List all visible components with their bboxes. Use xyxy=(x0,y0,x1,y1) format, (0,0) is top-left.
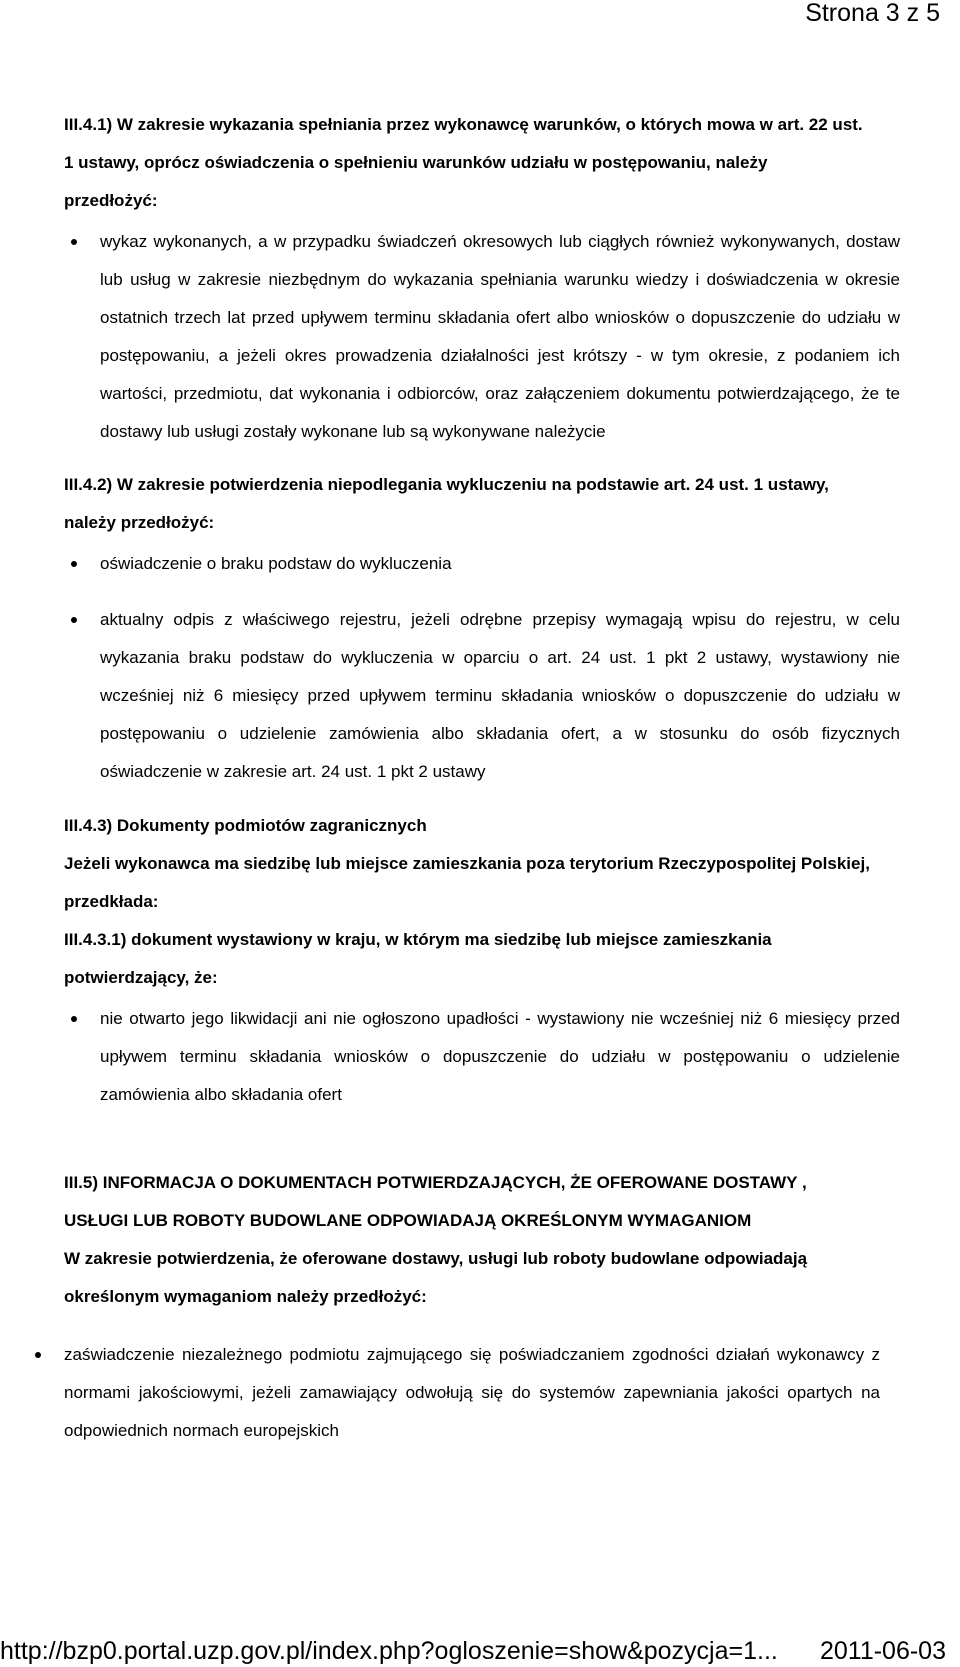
section-sub-iii-4-3-1: III.4.3.1) dokument wystawiony w kraju, w którym ma siedzibę lub miejsce zamieszkania potwierdzający, że: xyxy=(64,930,772,987)
section-list-iii-4-3-1 xyxy=(64,1000,900,1114)
section-list-iii-4-2 xyxy=(64,545,900,791)
section-intro-iii-4-2: III.4.2) W zakresie potwierdzenia niepodlegania wykluczeniu na podstawie art. 24 ust. 1 ustawy, należy przedłożyć: xyxy=(64,475,829,532)
section-intro-iii-4-1: III.4.1) W zakresie wykazania spełniania przez wykonawcę warunków, o których mowa w art. 22 ust. 1 ustawy, oprócz oświadczenia o spełnieniu warunków udziału w postępowaniu, należy przedłożyć: xyxy=(64,115,863,210)
list-item: wykaz wykonanych, a w przypadku świadczeń okresowych lub ciągłych również wykonywanych, dostaw lub usług w zakresie niezbędnym do wykazania spełniania warunku wiedzy i doświadczenia w okresie ostatnich trzech lat przed upływem terminu składania ofert albo wniosków o dopuszczenie do udziału w postępowaniu, a jeżeli okres prowadzenia działalności jest krótszy - w tym okresie, z podaniem ich wartości, przedmiotu, dat wykonania i odbiorców, oraz załączeniem dokumentu potwierdzającego, że te dostawy lub usługi zostały wykonane lub są wykonywane należycie xyxy=(64,223,900,451)
list-item: zaświadczenie niezależnego podmiotu zajmującego się poświadczaniem zgodności działań wykonawcy z normami jakościowymi, jeżeli zamawiający odwołują się do systemów zapewniania jakości opartych na odpowiednich normach europejskich xyxy=(64,1336,880,1450)
section-subheading-iii-4-3: Jeżeli wykonawca ma siedzibę lub miejsce zamieszkania poza terytorium Rzeczypospolitej Polskiej, przedkłada: xyxy=(64,854,870,911)
section-heading-iii-5: III.5) INFORMACJA O DOKUMENTACH POTWIERDZAJĄCYCH, ŻE OFEROWANE DOSTAWY , USŁUGI LUB ROBOTY BUDOWLANE ODPOWIADAJĄ OKREŚLONYM WYMAGANIOM xyxy=(64,1173,807,1230)
list-item: nie otwarto jego likwidacji ani nie ogłoszono upadłości - wystawiony nie wcześniej niż 6 miesięcy przed upływem terminu składania wniosków o dopuszczenie do udziału w postępowaniu o udzielenie zamówienia albo składania ofert xyxy=(64,1000,900,1114)
section-list-iii-4-1 xyxy=(64,223,900,451)
page-number: Strona 3 z 5 xyxy=(805,0,940,27)
document-body xyxy=(64,106,926,1450)
footer-date: 2011-06-03 xyxy=(819,1637,946,1665)
page-footer xyxy=(0,1636,960,1666)
section-subheading-iii-5: W zakresie potwierdzenia, że oferowane dostawy, usługi lub roboty budowlane odpowiadają określonym wymaganiom należy przedłożyć: xyxy=(64,1249,808,1306)
footer-url: http://bzp0.portal.uzp.gov.pl/index.php?ogloszenie=show&pozycja=1... xyxy=(0,1637,778,1665)
list-item: aktualny odpis z właściwego rejestru, jeżeli odrębne przepisy wymagają wpisu do rejestru, w celu wykazania braku podstaw do wykluczenia w oparciu o art. 24 ust. 1 pkt 2 ustawy, wystawiony nie wcześniej niż 6 miesięcy przed upływem terminu składania wniosków o dopuszczenie do udziału w postępowaniu o udzielenie zamówienia albo składania ofert, a w stosunku do osób fizycznych oświadczenie w zakresie art. 24 ust. 1 pkt 2 ustawy xyxy=(64,601,900,791)
section-heading-iii-4-3: III.4.3) Dokumenty podmiotów zagranicznych xyxy=(64,816,427,835)
list-item: oświadczenie o braku podstaw do wykluczenia xyxy=(64,545,900,583)
section-list-iii-5 xyxy=(64,1336,880,1450)
